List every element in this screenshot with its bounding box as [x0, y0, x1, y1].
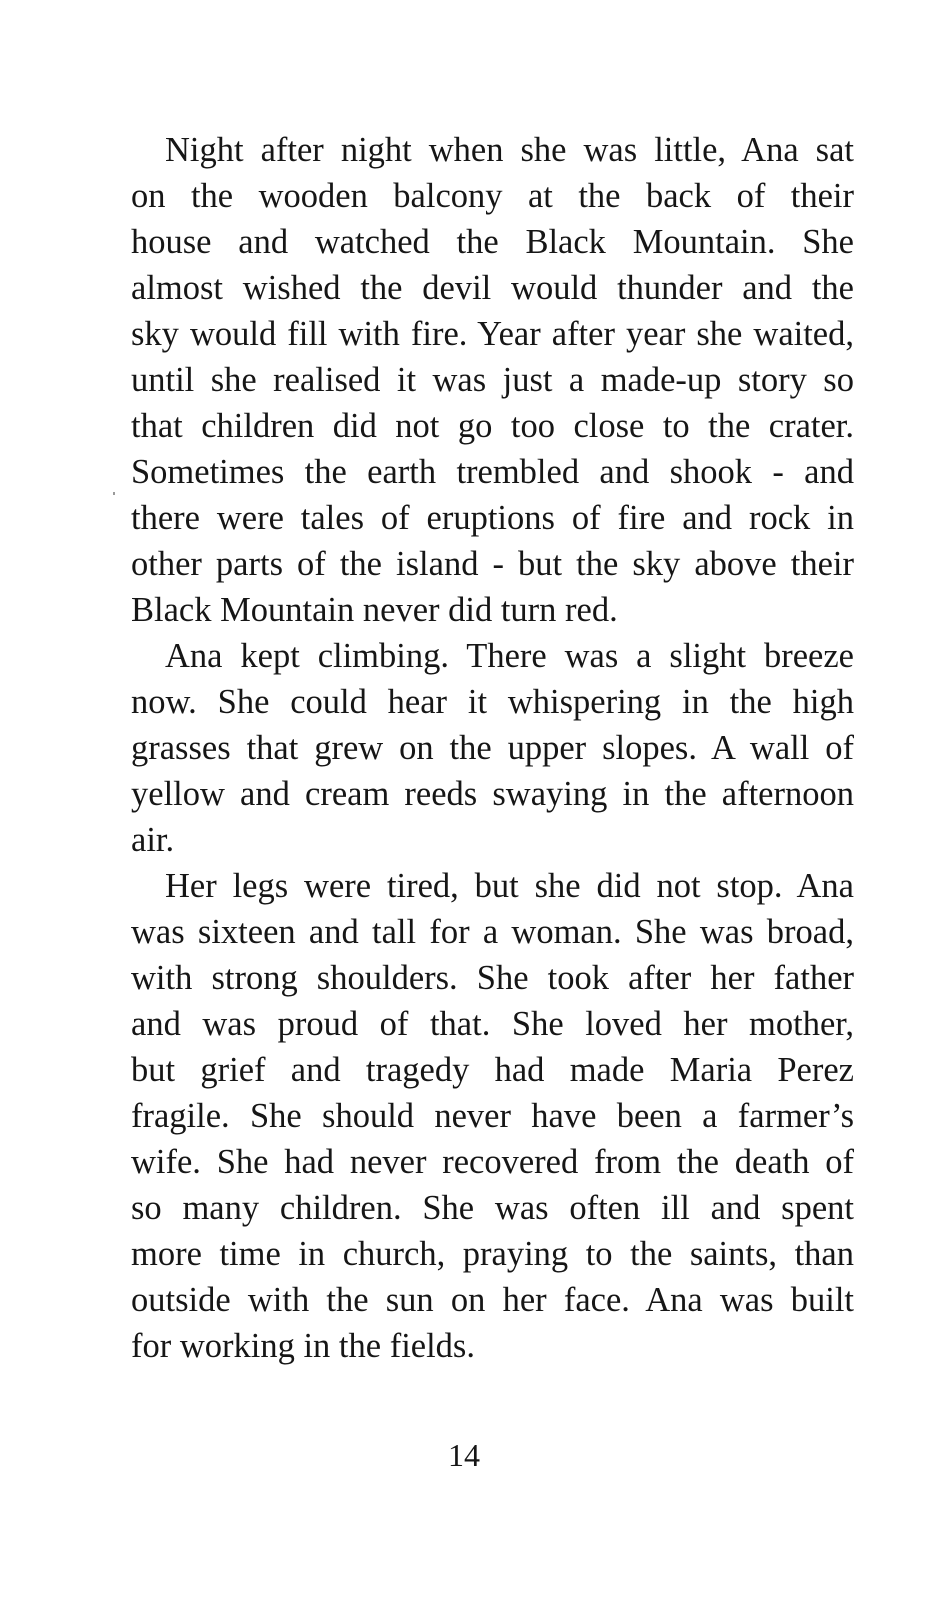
text-line: other parts of the island - but the sky above their	[131, 545, 854, 583]
text-line: that children did not go too close to the crater.	[131, 407, 854, 445]
text-line: sky would fill with fire. Year after year she waited,	[131, 315, 854, 353]
paragraph-3	[131, 863, 854, 1369]
text-line: until she realised it was just a made-up story so	[131, 361, 854, 399]
text-line: on the wooden balcony at the back of their	[131, 177, 854, 215]
text-line: with strong shoulders. She took after her father	[131, 959, 854, 997]
text-line: more time in church, praying to the saints, than	[131, 1235, 854, 1273]
text-line: and was proud of that. She loved her mother,	[131, 1005, 854, 1043]
body-text	[131, 127, 854, 1369]
text-line: wife. She had never recovered from the death of	[131, 1143, 854, 1181]
text-line: was sixteen and tall for a woman. She was broad,	[131, 913, 854, 951]
text-line: fragile. She should never have been a farmer’s	[131, 1097, 854, 1135]
text-line: Night after night when she was little, Ana sat	[165, 131, 854, 169]
text-line: now. She could hear it whispering in the high	[131, 683, 854, 721]
text-line: house and watched the Black Mountain. She	[131, 223, 854, 261]
text-line: but grief and tragedy had made Maria Perez	[131, 1051, 854, 1089]
text-line: grasses that grew on the upper slopes. A wall of	[131, 729, 854, 767]
margin-speck	[113, 492, 115, 495]
text-line: there were tales of eruptions of fire and rock in	[131, 499, 854, 537]
page-number: 14	[448, 1437, 480, 1473]
text-line: Ana kept climbing. There was a slight breeze	[165, 637, 854, 675]
text-line: outside with the sun on her face. Ana was built	[131, 1281, 854, 1319]
text-line: Sometimes the earth trembled and shook - and	[131, 453, 854, 491]
text-line: for working in the fields.	[131, 1327, 475, 1365]
paragraph-1	[131, 127, 854, 633]
paragraph-2	[131, 633, 854, 863]
text-line: so many children. She was often ill and spent	[131, 1189, 854, 1227]
text-line: Black Mountain never did turn red.	[131, 591, 618, 629]
text-line: air.	[131, 821, 175, 859]
text-line: yellow and cream reeds swaying in the afternoon	[131, 775, 854, 813]
text-line: Her legs were tired, but she did not stop. Ana	[165, 867, 854, 905]
text-line: almost wished the devil would thunder and the	[131, 269, 854, 307]
